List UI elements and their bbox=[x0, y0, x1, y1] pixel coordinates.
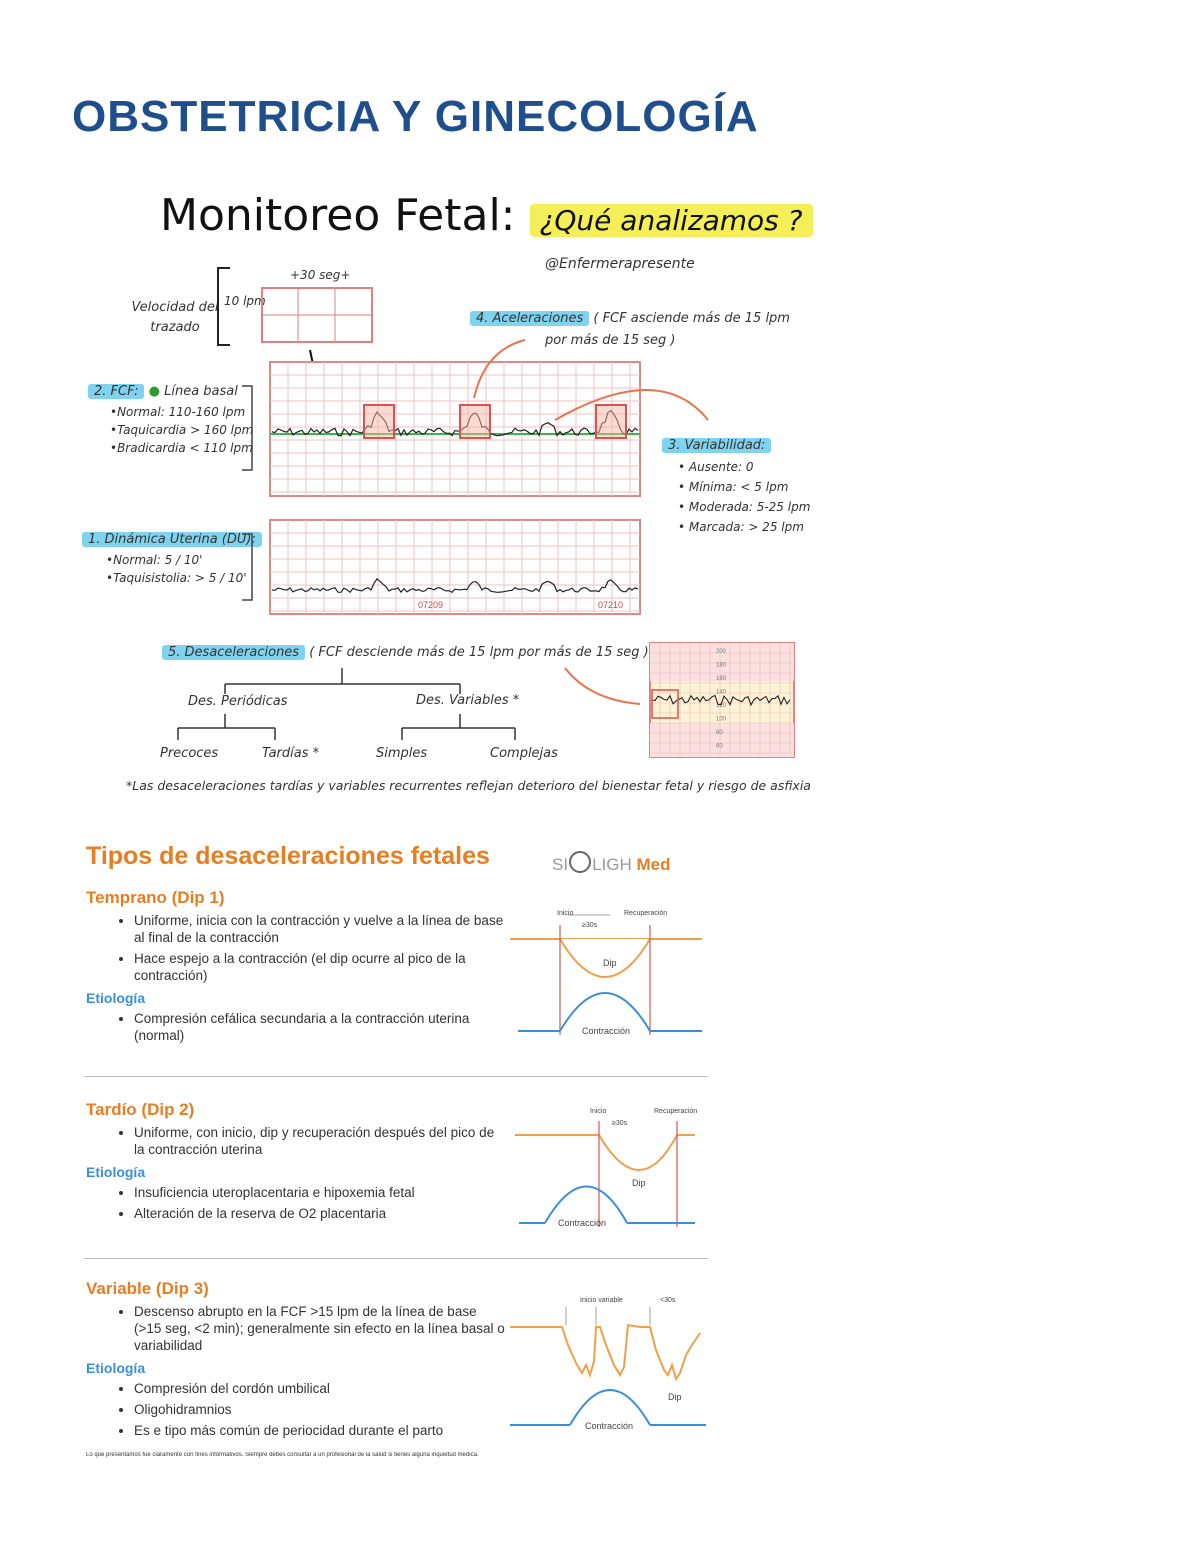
diagram2-recuperacion: Recuperación bbox=[654, 1108, 698, 1115]
etiologia-bullets bbox=[86, 1184, 506, 1222]
bullet: • Es e tipo más común de periocidad durante el parto bbox=[134, 1422, 506, 1439]
section-heading: Tardío (Dip 2) bbox=[86, 1100, 195, 1119]
list-item: • Moderada: 5-25 lpm bbox=[678, 500, 811, 514]
infographic-footnote: *Las desaceleraciones tardías y variables recurrentes reflejan deterioro del bienestar fetal y riesgo de asfixia bbox=[126, 778, 811, 793]
aceleraciones-tag: 4. Aceleraciones bbox=[470, 311, 589, 326]
diagram1-contraccion: Contracción bbox=[582, 1026, 631, 1036]
divider bbox=[84, 1258, 708, 1259]
velocidad-bpm: 10 lpm bbox=[224, 294, 266, 308]
section-bullets bbox=[86, 1124, 506, 1158]
des-simples: Simples bbox=[376, 746, 428, 761]
fcf-linea: Línea basal bbox=[164, 384, 238, 399]
section-heading: Variable (Dip 3) bbox=[86, 1279, 209, 1298]
section-variable bbox=[86, 1279, 506, 1443]
speed-grid bbox=[262, 288, 372, 342]
mini-tick-label: 120 bbox=[716, 703, 727, 709]
mini-tick-label: 160 bbox=[716, 676, 727, 682]
divider bbox=[84, 1076, 708, 1077]
list-item: •Taquisistolia: > 5 / 10' bbox=[106, 571, 247, 585]
etiologia-heading: Etiología bbox=[86, 1360, 146, 1376]
list-item: •Normal: 110-160 lpm bbox=[110, 405, 246, 419]
diagram3-dur: <30s bbox=[660, 1297, 676, 1304]
des-periodicas: Des. Periódicas bbox=[188, 694, 288, 709]
diagram2-inicio: Inicio bbox=[590, 1108, 607, 1115]
aceleraciones-text-1: ( FCF asciende más de 15 lpm bbox=[593, 311, 790, 326]
mini-tick-label: 140 bbox=[716, 689, 727, 696]
tipos-title: Tipos de desaceleraciones fetales bbox=[86, 842, 490, 870]
section-tardio bbox=[86, 1100, 506, 1226]
mini-tick-label: 200 bbox=[716, 649, 727, 655]
mini-tick-label: 100 bbox=[716, 716, 727, 723]
bullet: • Oligohidramnios bbox=[134, 1401, 506, 1418]
list-item: • Mínima: < 5 lpm bbox=[678, 480, 789, 494]
strip-label-2: 07210 bbox=[598, 600, 624, 610]
mini-tick-label: 180 bbox=[716, 662, 727, 669]
bullet: • Hace espejo a la contracción (el dip ocurre al pico de la contracción) bbox=[134, 950, 506, 984]
list-item: • Marcada: > 25 lpm bbox=[678, 520, 804, 534]
brand-logo bbox=[552, 851, 670, 875]
etiologia-bullets bbox=[86, 1380, 506, 1439]
des-complejas: Complejas bbox=[490, 746, 558, 761]
des-variables: Des. Variables * bbox=[416, 693, 520, 708]
desaceleraciones-note bbox=[162, 645, 649, 660]
diagram-tardio bbox=[515, 1105, 705, 1230]
diagram-temprano bbox=[510, 905, 710, 1045]
diagram2-dip: Dip bbox=[632, 1178, 646, 1188]
diagram-variable bbox=[510, 1295, 710, 1435]
etiologia-heading: Etiología bbox=[86, 990, 146, 1006]
diagram2-contraccion: Contracción bbox=[558, 1218, 607, 1228]
brand-part-1: SI bbox=[552, 855, 569, 874]
desaceleraciones-tag: 5. Desaceleraciones bbox=[162, 645, 305, 660]
velocidad-label-2: trazado bbox=[150, 320, 200, 335]
bullet: • Descenso abrupto en la FCF >15 lpm de la línea de base (>15 seg, <2 min); generalmente sin efecto en la línea basal o variabilidad bbox=[134, 1303, 506, 1354]
infographic-title-text: Monitoreo Fetal: bbox=[160, 190, 516, 241]
section-temprano bbox=[86, 888, 506, 1048]
diagram3-inicio: Inicio variable bbox=[580, 1297, 623, 1304]
author-handle: @Enfermerapresente bbox=[545, 256, 695, 272]
section-bullets bbox=[86, 912, 506, 984]
diagram1-dip: Dip bbox=[603, 958, 617, 968]
bullet: • Uniforme, con inicio, dip y recuperación después del pico de la contracción uterina bbox=[134, 1124, 506, 1158]
fcf-tag: 2. FCF: bbox=[88, 384, 144, 399]
mini-tick-label: 80 bbox=[716, 730, 723, 736]
list-item: •Normal: 5 / 10' bbox=[106, 553, 203, 567]
section-heading: Temprano (Dip 1) bbox=[86, 888, 225, 907]
diagram3-dip: Dip bbox=[668, 1392, 682, 1402]
bullet: • Alteración de la reserva de O2 placentaria bbox=[134, 1205, 506, 1222]
etiologia-heading: Etiología bbox=[86, 1164, 146, 1180]
list-item: •Bradicardia < 110 lpm bbox=[110, 441, 253, 455]
strip-label-1: 07209 bbox=[418, 600, 444, 610]
mini-tick-label: 60 bbox=[716, 743, 723, 750]
bullet: • Insuficiencia uteroplacentaria e hipoxemia fetal bbox=[134, 1184, 506, 1201]
diagram1-recuperacion: Recuperación bbox=[624, 910, 668, 917]
du-strip bbox=[270, 520, 640, 614]
brand-part-2: LIGH bbox=[592, 855, 632, 874]
green-dot-icon: ● bbox=[148, 384, 160, 399]
document-title: OBSTETRICIA Y GINECOLOGÍA bbox=[72, 92, 759, 141]
section-bullets bbox=[86, 1303, 506, 1354]
brand-part-3: Med bbox=[636, 855, 671, 874]
diagram1-dur: ≥30s bbox=[582, 922, 598, 929]
circle-logo-icon bbox=[569, 851, 591, 873]
mini-ctg-chart bbox=[650, 643, 794, 757]
diagram1-inicio: Inicio bbox=[557, 910, 574, 917]
disclaimer: Lo que presentamos fue claramente con fines informativos. Siempre debes consultar a un profesional de la salud si tienes alguna inquietud médica. bbox=[86, 1452, 479, 1458]
dinamica-tag: 1. Dinámica Uterina (DU): bbox=[82, 532, 262, 547]
list-item: •Taquicardia > 160 lpm bbox=[110, 423, 254, 437]
bullet: • Compresión cefálica secundaria a la contracción uterina (normal) bbox=[134, 1010, 506, 1044]
fcf-strip bbox=[270, 362, 640, 496]
etiologia-bullets bbox=[86, 1010, 506, 1044]
bullet: • Uniforme, inicia con la contracción y vuelve a la línea de base al final de la contracción bbox=[134, 912, 506, 946]
diagram2-dur: ≥30s bbox=[612, 1120, 628, 1127]
bullet: • Compresión del cordón umbilical bbox=[134, 1380, 506, 1397]
des-precoces: Precoces bbox=[160, 746, 219, 761]
velocidad-label-1: Velocidad del bbox=[131, 300, 219, 315]
aceleraciones-text-2: por más de 15 seg ) bbox=[545, 333, 676, 348]
desaceleraciones-text: ( FCF desciende más de 15 lpm por más de 15 seg ) bbox=[309, 645, 649, 660]
des-tardias: Tardías * bbox=[262, 746, 320, 761]
list-item: • Ausente: 0 bbox=[678, 460, 754, 474]
variabilidad-tag: 3. Variabilidad: bbox=[662, 438, 771, 453]
infographic-question: ¿Qué analizamos ? bbox=[530, 204, 813, 237]
diagram3-contraccion: Contracción bbox=[585, 1421, 634, 1431]
velocidad-time: +30 seg+ bbox=[290, 268, 351, 282]
